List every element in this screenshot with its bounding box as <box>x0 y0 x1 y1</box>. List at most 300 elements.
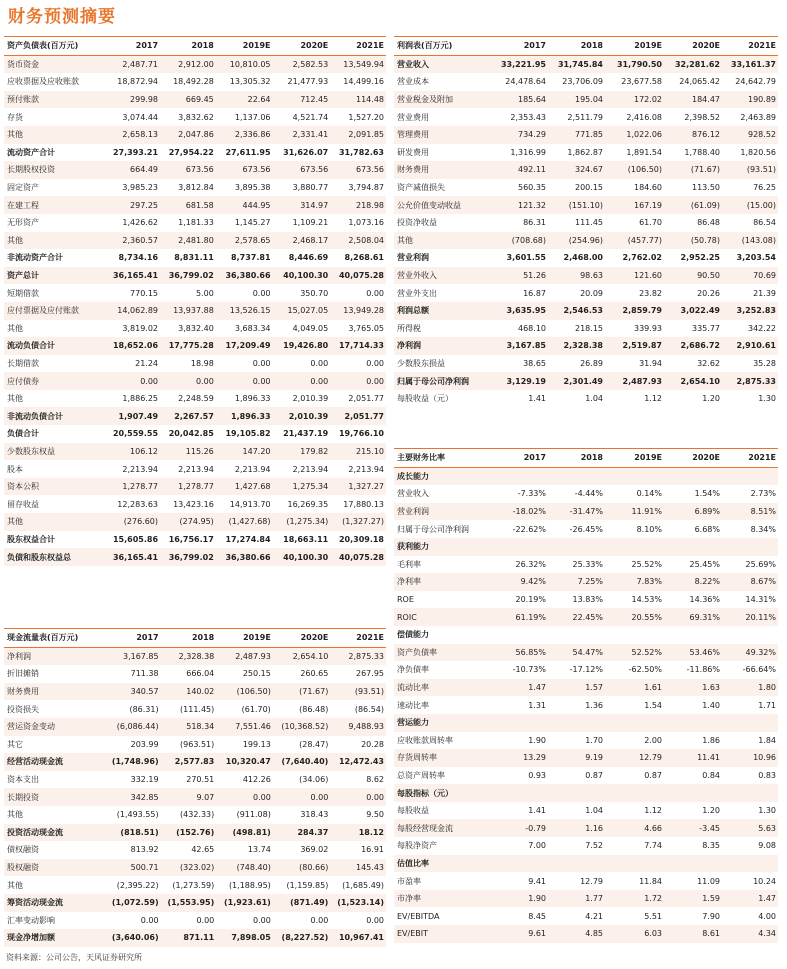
cell-value: 31,782.63 <box>338 147 384 157</box>
cell-value: 14,499.16 <box>343 77 384 87</box>
cell-value: 2,331.41 <box>273 126 331 144</box>
cell-value: 13,949.28 <box>330 302 386 320</box>
cell-value: (71.67) <box>664 161 722 179</box>
cell-value: 350.70 <box>300 288 329 298</box>
cell-value: (1,275.34) <box>273 513 331 531</box>
row-label: 成长能力 <box>394 467 496 485</box>
table-row <box>394 503 778 521</box>
cell-value: 1.59 <box>664 890 722 908</box>
cell-value: 25.69% <box>745 559 776 569</box>
row-label: 流动负债合计 <box>4 337 111 355</box>
row-label: 投资净收益 <box>397 218 437 228</box>
table-row <box>394 355 778 373</box>
cell-value: 8,734.16 <box>118 253 159 263</box>
table-row <box>4 267 386 285</box>
cell-value: 1,316.99 <box>510 147 546 157</box>
cell-value: 1.84 <box>758 735 776 745</box>
table-row <box>4 108 386 126</box>
year-header: 2020E <box>273 37 331 56</box>
cell-value: 813.92 <box>130 845 159 855</box>
cell-value <box>605 538 664 556</box>
row-label: 营业外支出 <box>397 288 437 298</box>
cell-value: 54.47% <box>548 644 605 662</box>
cell-value: 1,426.62 <box>122 218 159 228</box>
cell-value: 24,065.42 <box>679 77 720 87</box>
row-label: 负债合计 <box>7 429 39 439</box>
cell-value: 33,221.95 <box>496 55 548 73</box>
ratios-panel <box>394 448 782 943</box>
row-label: 股本 <box>7 464 23 474</box>
cell-value: 1,278.77 <box>111 478 160 496</box>
cell-value: 10.96 <box>722 749 778 767</box>
cell-value: 18.98 <box>190 358 214 368</box>
cell-value: 0.00 <box>140 915 159 925</box>
cell-value: 871.11 <box>161 929 217 947</box>
cell-value: 15,605.86 <box>112 534 159 544</box>
table-row <box>394 196 778 214</box>
cell-value: (1,188.95) <box>228 880 271 890</box>
cell-value: 2,091.85 <box>330 126 386 144</box>
cell-value: 2,508.04 <box>330 232 386 250</box>
cell-value: 172.02 <box>605 91 664 109</box>
row-label: 其他 <box>7 810 23 820</box>
table-row <box>4 91 386 109</box>
cell-value: 22.64 <box>216 91 273 109</box>
cell-value: 1.54% <box>694 489 720 499</box>
cell-value: 2,654.10 <box>664 372 722 390</box>
table-row <box>394 320 778 338</box>
cell-value: 218.15 <box>575 323 603 333</box>
cell-value: 20.19% <box>515 595 546 605</box>
cell-value: 14.53% <box>631 595 662 605</box>
table-row <box>4 55 386 73</box>
row-label: 无形资产 <box>7 218 39 228</box>
cell-value: (86.54) <box>354 704 384 714</box>
table-row <box>394 337 778 355</box>
cell-value: 711.38 <box>130 669 159 679</box>
table-row <box>394 485 778 503</box>
cell-value: (323.02) <box>161 859 217 877</box>
table-title: 现金流量表(百万元) <box>4 629 110 648</box>
table-row <box>394 679 778 697</box>
cell-value: 35.28 <box>753 358 776 368</box>
cell-value: 8.67% <box>722 573 778 591</box>
cell-value <box>664 538 722 556</box>
cell-value: 19,766.10 <box>338 429 384 439</box>
cell-value: 32.62 <box>697 358 720 368</box>
cell-value: (708.68) <box>496 232 548 250</box>
cell-value <box>496 626 548 644</box>
cell-value: 2,328.38 <box>161 647 217 665</box>
cell-value: 250.15 <box>242 669 271 679</box>
year-header: 2020E <box>664 449 722 468</box>
cell-value: 8,268.61 <box>344 253 384 263</box>
cell-value: 9.41 <box>528 876 546 886</box>
row-label: 净负债率 <box>397 665 429 675</box>
cell-value: 218.98 <box>330 196 386 214</box>
cell-value: 1.12 <box>644 394 662 404</box>
cell-value: 16,756.17 <box>168 534 214 544</box>
cell-value: 339.93 <box>634 323 662 333</box>
cell-value: -66.64% <box>742 665 776 675</box>
cell-value: 24,478.64 <box>505 77 546 87</box>
cell-value: 14,062.89 <box>111 302 160 320</box>
section-header-row <box>394 538 778 556</box>
year-header: 2017 <box>496 37 548 56</box>
row-label: 净利润 <box>4 647 110 665</box>
cell-value: 25.52% <box>631 559 662 569</box>
table-row <box>4 841 386 859</box>
cell-value: 14.31% <box>745 595 776 605</box>
table-row <box>394 267 778 285</box>
cell-value: 2,487.71 <box>111 55 160 73</box>
table-row <box>4 144 386 162</box>
cell-value <box>548 855 605 873</box>
cell-value <box>496 467 548 485</box>
table-row <box>394 819 778 837</box>
cell-value: 666.04 <box>186 669 215 679</box>
cell-value: 1.90 <box>528 735 546 745</box>
row-label: 研发费用 <box>397 147 429 157</box>
cell-value: 0.00 <box>273 788 331 806</box>
cell-value: 3,252.83 <box>722 302 778 320</box>
cell-value: 18.12 <box>330 824 386 842</box>
cell-value: 4.21 <box>585 911 603 921</box>
table-row <box>394 372 778 390</box>
cell-value: 771.85 <box>548 126 605 144</box>
year-header: 2018 <box>548 37 605 56</box>
cell-value: 9.08 <box>758 841 776 851</box>
table-row <box>4 876 386 894</box>
cell-value: -11.86% <box>686 665 720 675</box>
cell-value: -26.45% <box>569 524 603 534</box>
row-label: 流动资产合计 <box>7 147 55 157</box>
year-header: 2019E <box>605 449 664 468</box>
cell-value: 25.45% <box>689 559 720 569</box>
cell-value: 21,477.93 <box>287 77 329 87</box>
row-label: 折旧摊销 <box>7 669 39 679</box>
cell-value: 2,686.72 <box>664 337 722 355</box>
cell-value: 0.87 <box>585 770 603 780</box>
row-label: 每股指标（元） <box>394 784 496 802</box>
row-label: 非流动负债合计 <box>4 407 111 425</box>
cell-value: 2,353.43 <box>510 112 546 122</box>
cell-value: (106.50) <box>605 161 664 179</box>
cell-value: (34.06) <box>299 775 329 785</box>
cell-value: 0.14% <box>636 489 662 499</box>
cell-value: 31,745.84 <box>548 55 605 73</box>
table-row <box>4 73 386 91</box>
table-row <box>394 520 778 538</box>
table-row <box>394 872 778 890</box>
table-row <box>394 573 778 591</box>
cell-value: 0.00 <box>216 788 273 806</box>
cell-value: 3,635.95 <box>496 302 548 320</box>
cell-value: 10,320.47 <box>216 753 273 771</box>
cell-value: 2,248.59 <box>178 394 214 404</box>
row-label: 短期借款 <box>7 288 39 298</box>
cell-value: (7,640.40) <box>273 753 331 771</box>
cell-value: 500.71 <box>110 859 161 877</box>
cell-value <box>605 784 664 802</box>
cell-value: (3,640.06) <box>110 929 161 947</box>
section-header-row <box>394 626 778 644</box>
cell-value: 14.36% <box>689 595 720 605</box>
cell-value: 25.33% <box>572 559 603 569</box>
cell-value: 2,910.61 <box>722 337 778 355</box>
cell-value: 7.83% <box>605 573 664 591</box>
cell-value: 2,912.00 <box>160 55 216 73</box>
cell-value: 7.74 <box>644 841 662 851</box>
cell-value: 1,886.25 <box>122 394 159 404</box>
cash-flow-table <box>4 628 386 947</box>
cell-value: 19,426.80 <box>273 337 331 355</box>
cell-value: 1,145.27 <box>234 218 271 228</box>
cell-value: 6.89% <box>664 503 722 521</box>
cell-value: 4,521.74 <box>292 112 329 122</box>
cell-value: 121.60 <box>605 267 664 285</box>
table-row <box>4 320 386 338</box>
cell-value: 1,073.16 <box>348 218 384 228</box>
cell-value: 36,380.66 <box>216 267 273 285</box>
cell-value <box>664 626 722 644</box>
cell-value: (748.40) <box>216 859 273 877</box>
cell-value: 9,488.93 <box>330 718 386 736</box>
cell-value: 1,022.06 <box>605 126 664 144</box>
cell-value: 21.39 <box>753 288 776 298</box>
row-label: 应付票据及应付账款 <box>4 302 111 320</box>
table-header-row <box>4 37 386 56</box>
cell-value: 4.85 <box>548 925 605 943</box>
row-label: 存货周转率 <box>394 749 496 767</box>
cell-value: (498.81) <box>216 824 273 842</box>
row-label: 营业成本 <box>397 77 429 87</box>
cell-value: 4.00 <box>758 911 776 921</box>
cell-value: 2,213.94 <box>348 464 384 474</box>
table-row <box>4 214 386 232</box>
cell-value: 17,714.33 <box>330 337 386 355</box>
cell-value: 22.45% <box>548 608 605 626</box>
cell-value: (61.70) <box>241 704 271 714</box>
cell-value: 20,559.55 <box>112 429 159 439</box>
cell-value: 98.63 <box>548 267 605 285</box>
cell-value: 17,880.13 <box>343 499 384 509</box>
section-header-row <box>394 855 778 873</box>
cell-value: 0.00 <box>310 358 329 368</box>
table-row <box>394 302 778 320</box>
table-row <box>4 495 386 513</box>
cell-value: 1.86 <box>702 735 720 745</box>
cell-value: 3,683.34 <box>234 323 271 333</box>
table-row <box>394 214 778 232</box>
cell-value: 31,626.07 <box>283 147 329 157</box>
cell-value: (93.51) <box>722 161 778 179</box>
table-row <box>4 859 386 877</box>
cell-value: 23,706.09 <box>562 77 603 87</box>
cell-value: 299.98 <box>111 91 160 109</box>
cell-value: 20.28 <box>361 739 384 749</box>
cell-value: 115.26 <box>160 443 216 461</box>
cell-value: 6.03 <box>605 925 664 943</box>
cell-value: 6.68% <box>694 524 720 534</box>
table-row <box>394 108 778 126</box>
row-label: 营业利润 <box>394 503 496 521</box>
table-row <box>4 196 386 214</box>
cell-value: 0.00 <box>252 288 271 298</box>
table-row <box>4 929 386 947</box>
year-header: 2020E <box>273 629 331 648</box>
cell-value <box>496 784 548 802</box>
cell-value: 2,416.08 <box>626 112 662 122</box>
cell-value: 270.51 <box>186 775 215 785</box>
cell-value: 13,526.15 <box>216 302 273 320</box>
table-row <box>394 644 778 662</box>
row-label: 营业利润 <box>397 253 429 263</box>
cell-value: 1,427.68 <box>216 478 273 496</box>
row-label: 固定资产 <box>7 183 39 193</box>
table-row <box>394 608 778 626</box>
table-row <box>4 425 386 443</box>
cell-value: 1,896.33 <box>234 394 271 404</box>
cell-value: 1,275.34 <box>273 478 331 496</box>
table-row <box>4 683 386 701</box>
cell-value <box>664 714 722 732</box>
row-label: 筹资活动现金流 <box>4 894 110 912</box>
cell-value: 0.00 <box>310 915 329 925</box>
cell-value: 2,875.33 <box>722 372 778 390</box>
row-label: 其他 <box>394 232 496 250</box>
cell-value: 2,051.77 <box>330 407 386 425</box>
row-label: 其他 <box>4 513 111 531</box>
row-label: 长期股权投资 <box>4 161 111 179</box>
cell-value: (8,227.52) <box>273 929 331 947</box>
cell-value: 3,832.40 <box>178 323 214 333</box>
table-row <box>394 179 778 197</box>
section-header-row <box>394 784 778 802</box>
table-row <box>4 355 386 373</box>
year-header: 2017 <box>496 449 548 468</box>
cell-value: 49.32% <box>722 644 778 662</box>
row-label: 管理费用 <box>394 126 496 144</box>
cell-value: 673.56 <box>216 161 273 179</box>
row-label: 毛利率 <box>397 559 421 569</box>
cell-value: 199.13 <box>242 739 271 749</box>
cell-value: (1,685.49) <box>342 880 384 890</box>
cell-value: 1,891.54 <box>626 147 662 157</box>
cell-value: 13.83% <box>572 595 603 605</box>
row-label: 营运资金变动 <box>4 718 110 736</box>
cell-value <box>548 714 605 732</box>
cell-value: (6,086.44) <box>110 718 161 736</box>
ratios-table <box>394 448 778 943</box>
table-row <box>394 890 778 908</box>
row-label: 资本公积 <box>4 478 111 496</box>
cell-value: (1,072.59) <box>110 894 161 912</box>
cell-value: 8.34% <box>750 524 776 534</box>
cell-value: 27,611.95 <box>225 147 271 157</box>
cell-value: 3,832.62 <box>178 112 214 122</box>
cell-value: 1.04 <box>585 394 603 404</box>
table-title: 资产负债表(百万元) <box>4 37 111 56</box>
cell-value: 113.50 <box>692 183 720 193</box>
cell-value <box>722 467 778 485</box>
cell-value: 7.90 <box>702 911 720 921</box>
cell-value: 444.95 <box>216 196 273 214</box>
cell-value: 140.02 <box>161 683 217 701</box>
cell-value: 90.50 <box>664 267 722 285</box>
table-row <box>394 232 778 250</box>
cell-value: 2,463.89 <box>740 112 776 122</box>
cell-value: 1,788.40 <box>684 147 720 157</box>
cell-value: 26.32% <box>515 559 546 569</box>
cell-value: 9.42% <box>496 573 548 591</box>
cell-value: (1,273.59) <box>172 880 215 890</box>
cell-value: 7.25% <box>548 573 605 591</box>
cell-value: 1.63 <box>664 679 722 697</box>
cell-value: 3,985.23 <box>122 183 159 193</box>
cell-value: 1.61 <box>605 679 664 697</box>
cell-value <box>664 855 722 873</box>
cell-value: (1,523.14) <box>330 894 386 912</box>
cell-value: 1.47 <box>722 890 778 908</box>
cell-value: 40,100.30 <box>273 548 331 566</box>
cell-value: 468.10 <box>518 323 546 333</box>
row-label: 投资活动现金流 <box>4 824 110 842</box>
cell-value: (871.49) <box>273 894 331 912</box>
cell-value: 1.41 <box>528 806 546 816</box>
cell-value: (1,553.95) <box>161 894 217 912</box>
table-row <box>394 837 778 855</box>
cell-value <box>605 626 664 644</box>
table-row <box>4 460 386 478</box>
table-row <box>4 548 386 566</box>
cell-value: 7,551.46 <box>216 718 273 736</box>
cell-value: 2,468.17 <box>273 232 331 250</box>
cell-value: 2,487.93 <box>216 647 273 665</box>
cell-value <box>722 784 778 802</box>
cell-value: -7.33% <box>517 489 546 499</box>
row-label: 应收票据及应收账款 <box>7 77 79 87</box>
cell-value: 8.51% <box>722 503 778 521</box>
cell-value: 40,100.30 <box>273 267 331 285</box>
cell-value: 2,481.80 <box>160 232 216 250</box>
cell-value: 260.65 <box>300 669 329 679</box>
balance-sheet-panel <box>4 36 386 566</box>
table-row <box>4 824 386 842</box>
cell-value: 7,898.05 <box>216 929 273 947</box>
table-row <box>394 91 778 109</box>
cell-value: 21.24 <box>135 358 159 368</box>
cell-value: 1.57 <box>548 679 605 697</box>
cell-value: 11.09 <box>697 876 720 886</box>
cell-value: (911.08) <box>236 810 271 820</box>
cell-value: 3,819.02 <box>122 323 159 333</box>
section-header-row <box>394 467 778 485</box>
cell-value: 4.66 <box>605 819 664 837</box>
cell-value: 27,954.22 <box>168 147 214 157</box>
cell-value: 2,213.94 <box>122 464 159 474</box>
table-row <box>4 736 386 754</box>
cell-value: 2,487.93 <box>605 372 664 390</box>
cell-value <box>548 538 605 556</box>
cell-value: 184.47 <box>664 91 722 109</box>
cell-value: 16.91 <box>361 845 384 855</box>
table-row <box>4 806 386 824</box>
cell-value: (61.09) <box>664 196 722 214</box>
cell-value: 16,269.35 <box>287 499 329 509</box>
cell-value: 0.83 <box>758 770 776 780</box>
row-label: 应付债券 <box>4 372 111 390</box>
